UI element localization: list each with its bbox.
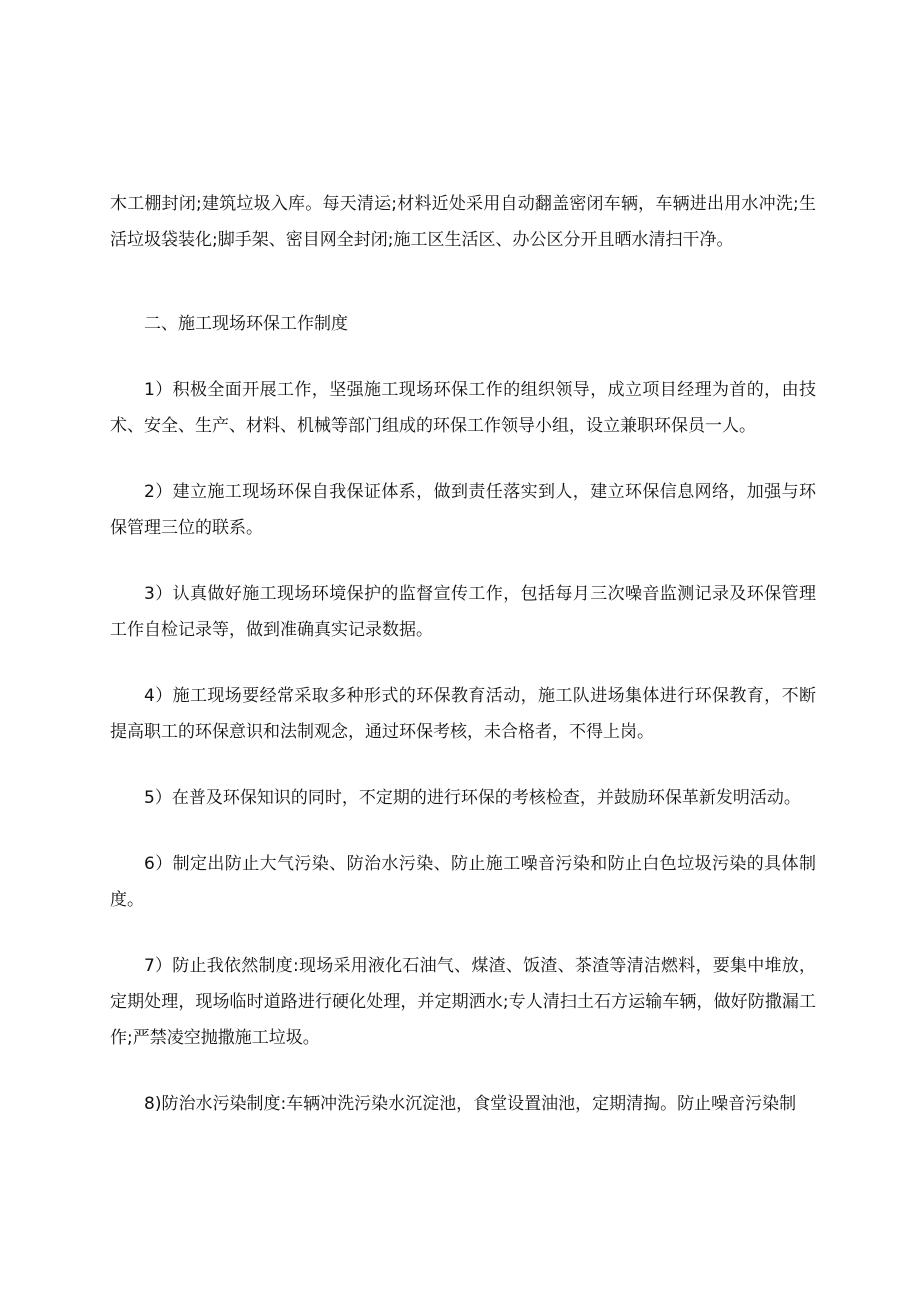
paragraph-continuation: 木工棚封闭;建筑垃圾入库。每天清运;材料近处采用自动翻盖密闭车辆，车辆进出用水冲洗;生活垃圾袋装化;脚手架、密目网全封闭;施工区生活区、办公区分开且晒水清扫干净。	[110, 194, 816, 250]
section-heading: 二、施工现场环保工作制度	[144, 314, 348, 334]
rule-item-7: 7）防止我依然制度:现场采用液化石油气、煤渣、饭渣、茶渣等清洁燃料，要集中堆放，定期处理，现场临时道路进行硬化处理，并定期洒水;专人清扫土石方运输车辆，做好防撒漏工作;严禁凌空抛撒施工垃圾。	[110, 956, 816, 1048]
rule-item-1: 1）积极全面开展工作，坚强施工现场环保工作的组织领导，成立项目经理为首的，由技术、安全、生产、材料、机械等部门组成的环保工作领导小组，设立兼职环保员一人。	[110, 380, 816, 436]
rule-item-4: 4）施工现场要经常采取多种形式的环保教育活动，施工队进场集体进行环保教育，不断提高职工的环保意识和法制观念，通过环保考核，未合格者，不得上岗。	[110, 686, 816, 742]
rule-item-3: 3）认真做好施工现场环境保护的监督宣传工作，包括每月三次噪音监测记录及环保管理工作自检记录等，做到准确真实记录数据。	[110, 584, 816, 640]
document-body	[110, 186, 816, 1122]
rule-item-5: 5）在普及环保知识的同时，不定期的进行环保的考核检查，并鼓励环保革新发明活动。	[144, 788, 801, 808]
rule-item-6: 6）制定出防止大气污染、防治水污染、防止施工噪音污染和防止白色垃圾污染的具体制度。	[110, 854, 816, 910]
rule-item-2: 2）建立施工现场环保自我保证体系，做到责任落实到人，建立环保信息网络，加强与环保管理三位的联系。	[110, 482, 816, 538]
rule-item-8: 8)防治水污染制度:车辆冲洗污染水沉淀池，食堂设置油池，定期清掏。防止噪音污染制	[144, 1094, 797, 1114]
